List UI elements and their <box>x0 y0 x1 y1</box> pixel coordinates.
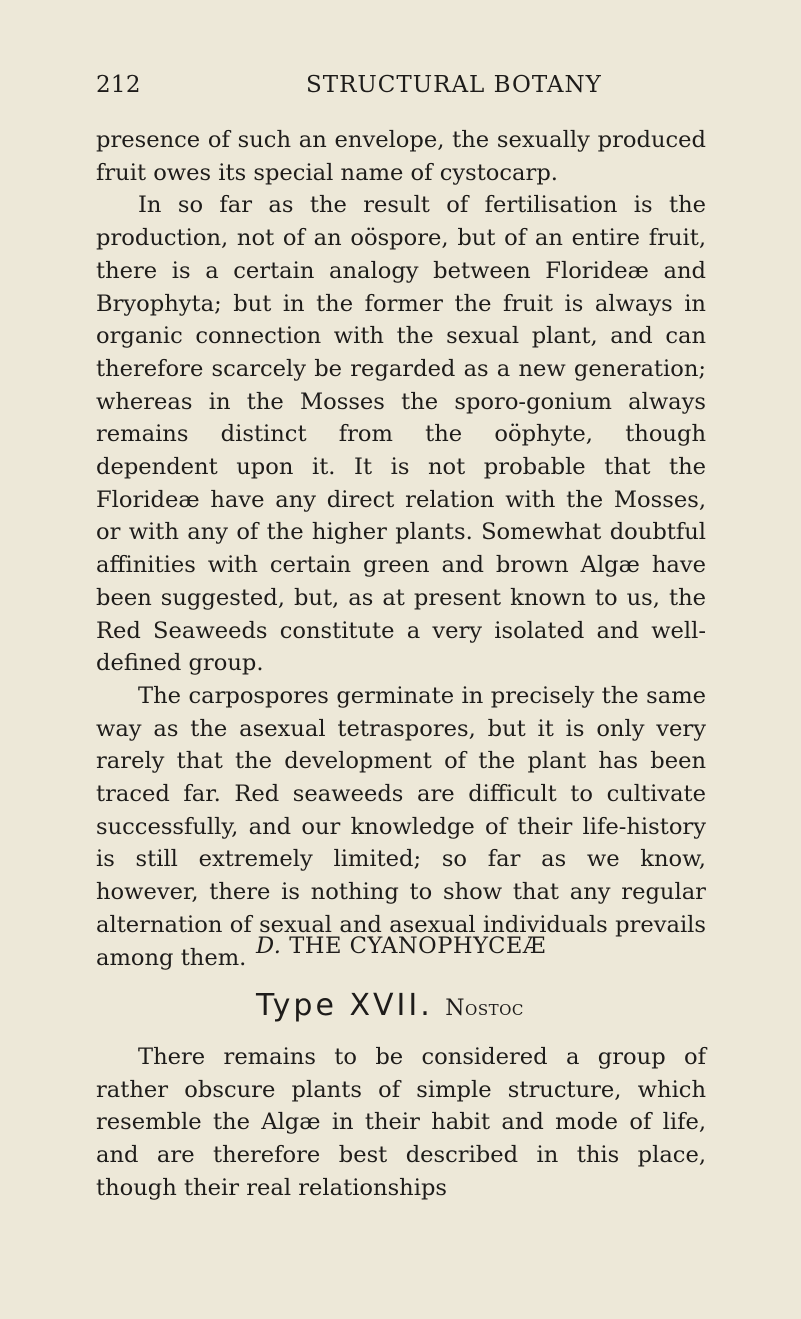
running-head: STRUCTURAL BOTANY <box>306 72 602 98</box>
type-label: Type XVII. <box>256 988 433 1023</box>
page-number: 212 <box>96 72 141 98</box>
section-title: THE CYANOPHYCEÆ <box>289 933 547 959</box>
type-heading <box>256 988 524 1023</box>
paragraph: In so far as the result of fertilisation is the production, not of an oöspore, but of an entire fruit, there is a certain analogy between Florideæ and Bryophyta; but in the former the fruit is always in organic connection with the sexual plant, and can therefore scarcely be regarded as a new generation; whereas in the Mosses the sporo-gonium always remains distinct from the oöphyte, though dependent upon it. It is not probable that the Florideæ have any direct relation with the Mosses, or with any of the higher plants. Somewhat doubtful affinities with certain green and brown Algæ have been suggested, but, as at present known to us, the Red Seaweeds constitute a very isolated and well-defined group. <box>96 192 706 677</box>
page-header <box>96 72 706 106</box>
paragraph: There remains to be considered a group of rather obscure plants of simple structure, which resemble the Algæ in their habit and mode of life, and are therefore best described in this place, though their real relationships <box>96 1044 706 1201</box>
paragraph: presence of such an envelope, the sexually produced fruit owes its special name of cystocarp. <box>96 127 706 186</box>
body-text-lower <box>96 1041 706 1205</box>
section-heading <box>256 933 546 959</box>
paragraph: The carpospores germinate in precisely the same way as the asexual tetraspores, but it is only very rarely that the development of the plant has been traced far. Red seaweeds are difficult to cultivate successfully, and our knowledge of their life-history is still extremely limited; so far as we know, however, there is nothing to show that any regular alternation of sexual and asexual individuals prevails among them. <box>96 682 706 971</box>
body-text-upper <box>96 124 706 974</box>
section-letter: D. <box>256 933 282 959</box>
type-genus: Nostoc <box>445 996 524 1021</box>
